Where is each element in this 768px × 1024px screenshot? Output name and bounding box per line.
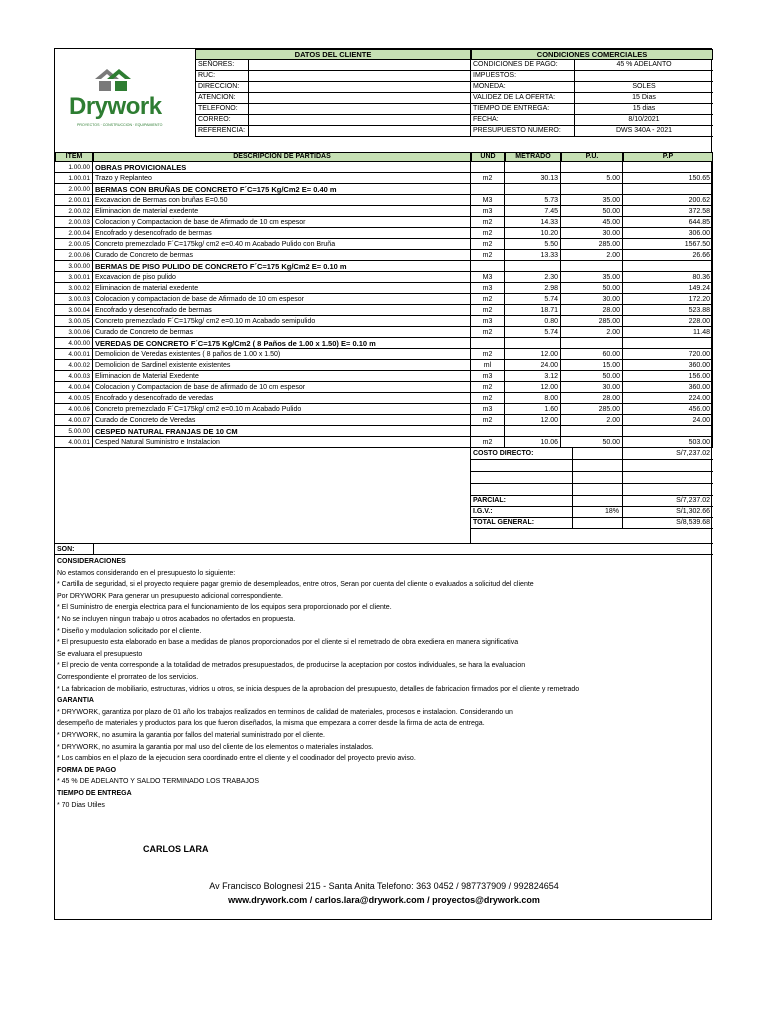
consideration-line: * Los cambios en el plazo de la ejecucion sera coordinado entre el cliente y el coodinador del proyecto previo aviso. (57, 755, 416, 763)
metrado-cell: 14.33 (505, 217, 561, 228)
unit-price-cell: 15.00 (561, 360, 623, 371)
unit-price-cell: 285.00 (561, 239, 623, 250)
description-cell: Curado de Concreto de bermas (93, 250, 471, 261)
metrado-cell: 3.12 (505, 371, 561, 382)
table-row (55, 404, 713, 415)
description-cell: Encofrado y desencofrado de bermas (93, 305, 471, 316)
son-label: SON: (57, 546, 75, 553)
item-cell: 2.00.03 (55, 217, 93, 228)
section-heading: CONSIDERACIONES (57, 558, 126, 565)
igv-label-cell: I.G.V.: (471, 507, 573, 518)
table-row (55, 173, 713, 184)
client-field-label: DIRECCION: (195, 82, 249, 93)
metrado-cell: 10.06 (505, 437, 561, 448)
partial-mid-cell (573, 496, 623, 507)
table-row (55, 305, 713, 316)
unit-cell: ml (471, 360, 505, 371)
commercial-field-label: CONDICIONES DE PAGO: (471, 60, 575, 71)
table-row (55, 206, 713, 217)
metrado-cell: 8.00 (505, 393, 561, 404)
quotation-sheet (54, 48, 712, 920)
table-row (55, 316, 713, 327)
metrado-cell: 7.45 (505, 206, 561, 217)
commercial-field-value (575, 71, 713, 82)
unit-price-cell (561, 184, 623, 195)
unit-price-cell: 28.00 (561, 305, 623, 316)
table-row (55, 294, 713, 305)
description-cell: OBRAS PROVICIONALES (93, 162, 471, 173)
table-row (55, 195, 713, 206)
unit-price-cell: 50.00 (561, 437, 623, 448)
table-row (55, 261, 713, 272)
unit-cell (471, 426, 505, 437)
partial-price-cell: 306.00 (623, 228, 713, 239)
partial-price-cell (623, 426, 713, 437)
description-cell: VEREDAS DE CONCRETO F´C=175 Kg/Cm2 ( 8 Paños de 1.00 x 1.50) E= 0.10 m (93, 338, 471, 349)
partial-price-cell: 26.66 (623, 250, 713, 261)
client-field-value (249, 71, 471, 82)
metrado-cell: 10.20 (505, 228, 561, 239)
grand-total-label-cell: TOTAL GENERAL: (471, 518, 573, 529)
partial-price-cell: 456.00 (623, 404, 713, 415)
metrado-cell: 5.74 (505, 327, 561, 338)
unit-cell: m3 (471, 206, 505, 217)
unit-cell: m2 (471, 437, 505, 448)
unit-price-cell: 50.00 (561, 371, 623, 382)
item-cell: 2.00.02 (55, 206, 93, 217)
unit-price-cell: 45.00 (561, 217, 623, 228)
section-heading: TIEMPO DE ENTREGA (57, 790, 132, 797)
metrado-cell: 12.00 (505, 382, 561, 393)
description-cell: Curado de Concreto de Veredas (93, 415, 471, 426)
partial-price-cell: 150.65 (623, 173, 713, 184)
partial-price-cell: 372.58 (623, 206, 713, 217)
client-field-label: TELEFONO: (195, 104, 249, 115)
partial-price-cell: 720.00 (623, 349, 713, 360)
unit-price-cell: 2.00 (561, 327, 623, 338)
logo-tagline: PROYECTOS · CONSTRUCCION · EQUIPAMIENTO (77, 123, 163, 127)
item-cell: 3.00.06 (55, 327, 93, 338)
unit-cell: m2 (471, 228, 505, 239)
commercial-field-value: SOLES (575, 82, 713, 93)
consideration-line: * La fabricacion de mobiliario, estructuras, vidrios u otros, se inicia despues de la aprobacion del presupuesto, detalles de fabricacion firmados por el cliente y remetrado (57, 685, 580, 693)
consideration-line: No estamos considerando en el presupuesto lo siguiente: (57, 569, 236, 577)
client-field-label: REFERENCIA: (195, 126, 249, 137)
unit-price-cell: 30.00 (561, 382, 623, 393)
item-cell: 2.00.00 (55, 184, 93, 195)
blank-2-label-cell (471, 472, 573, 484)
partial-price-cell: 228.00 (623, 316, 713, 327)
unit-cell (471, 162, 505, 173)
metrado-cell (505, 184, 561, 195)
consideration-line: * El precio de venta corresponde a la totalidad de metrados presupuestados, de producirse la aceptacion por costos individuales, se hara la evaluacion (57, 662, 526, 670)
item-cell: 4.00.00 (55, 338, 93, 349)
metrado-cell: 12.00 (505, 415, 561, 426)
partial-price-cell: 1567.50 (623, 239, 713, 250)
commercial-field-value: 45 % ADELANTO (575, 60, 713, 71)
metrado-cell (505, 162, 561, 173)
item-cell: 4.00.01 (55, 349, 93, 360)
unit-price-col-header: P.U. (561, 152, 623, 162)
client-field-value (249, 93, 471, 104)
unit-cell: m2 (471, 294, 505, 305)
blank-3-label-cell (471, 484, 573, 496)
item-cell: 4.00.05 (55, 393, 93, 404)
metrado-cell: 18.71 (505, 305, 561, 316)
item-cell: 2.00.06 (55, 250, 93, 261)
description-cell: Concreto premezclado F´C=175kg/ cm2 e=0.40 m Acabado Pulido con Bruña (93, 239, 471, 250)
unit-price-cell (561, 338, 623, 349)
client-field-value (249, 60, 471, 71)
direct-cost-mid-cell (573, 448, 623, 460)
table-row (55, 338, 713, 349)
partial-price-cell (623, 261, 713, 272)
consideration-line: * 45 % DE ADELANTO Y SALDO TERMINADO LOS TRABAJOS (57, 778, 260, 786)
description-cell: Colocacion y Compactacion de base de afirmado de 10 cm espesor (93, 382, 471, 393)
description-cell: Concreto premezclado F´C=175kg/ cm2 e=0.10 m Acabado Pulido (93, 404, 471, 415)
partial-price-cell: 149.24 (623, 283, 713, 294)
unit-price-cell: 2.00 (561, 250, 623, 261)
metrado-cell: 12.00 (505, 349, 561, 360)
blank-1-label-cell (471, 460, 573, 472)
partial-price-cell (623, 162, 713, 173)
item-cell: 1.00.00 (55, 162, 93, 173)
section-heading: GARANTIA (57, 697, 94, 705)
commercial-conditions-header: CONDICIONES COMERCIALES (471, 49, 713, 60)
item-cell: 4.00.02 (55, 360, 93, 371)
client-field-label: ATENCION: (195, 93, 249, 104)
metrado-cell (505, 338, 561, 349)
item-cell: 3.00.02 (55, 283, 93, 294)
commercial-field-label: MONEDA: (471, 82, 575, 93)
commercial-field-label: VALIDEZ DE LA OFERTA: (471, 93, 575, 104)
unit-cell: m3 (471, 371, 505, 382)
consideration-line: desempeño de materiales y productos para los que fueron diseñados, la misma que empezara a correr desde la firma de acta de entrega. (57, 720, 485, 728)
signature-name: CARLOS LARA (143, 844, 209, 854)
grand-total-value-cell: S/8,539.68 (676, 519, 710, 526)
item-cell: 5.00.00 (55, 426, 93, 437)
description-cell: BERMAS DE PISO PULIDO DE CONCRETO F´C=175 Kg/Cm2 E= 0.10 m (93, 261, 471, 272)
description-cell: Excavacion de piso pulido (93, 272, 471, 283)
totals-left-area (55, 448, 471, 543)
table-row (55, 184, 713, 195)
metrado-cell (505, 261, 561, 272)
table-row (55, 327, 713, 338)
description-cell: Cesped Natural Suministro e Instalacion (93, 437, 471, 448)
item-cell: 3.00.05 (55, 316, 93, 327)
partial-price-cell: 503.00 (623, 437, 713, 448)
unit-price-cell: 35.00 (561, 272, 623, 283)
partial-price-cell: 523.88 (623, 305, 713, 316)
item-cell: 4.00.04 (55, 382, 93, 393)
item-cell: 2.00.05 (55, 239, 93, 250)
logo-wordmark: Drywork (69, 93, 162, 120)
blank-2-mid-cell (573, 472, 623, 484)
unit-price-cell: 30.00 (561, 228, 623, 239)
company-logo (63, 63, 193, 133)
unit-cell (471, 184, 505, 195)
blank-1-value-cell (623, 460, 713, 472)
unit-price-cell (561, 162, 623, 173)
direct-cost-label-cell: COSTO DIRECTO: (471, 448, 573, 460)
unit-cell: m2 (471, 250, 505, 261)
partial-price-cell: 644.85 (623, 217, 713, 228)
consideration-line: * Cartilla de seguridad, si el proyecto requiere pagar gremio de desempleados, entre otros, Seran por cuenta del cliente o evaluados a solicitud del cliente (57, 581, 534, 589)
unit-price-cell (561, 261, 623, 272)
table-row (55, 250, 713, 261)
unit-cell: m2 (471, 327, 505, 338)
partial-price-cell (623, 338, 713, 349)
partial-price-cell: 200.62 (623, 195, 713, 206)
commercial-field-label: FECHA: (471, 115, 575, 126)
unit-price-cell: 5.00 (561, 173, 623, 184)
description-cell: Eliminacion de material exedente (93, 283, 471, 294)
unit-price-cell: 2.00 (561, 415, 623, 426)
unit-cell (471, 338, 505, 349)
unit-price-cell: 30.00 (561, 294, 623, 305)
metrado-cell: 5.74 (505, 294, 561, 305)
blank-2-value-cell (623, 472, 713, 484)
table-row (55, 349, 713, 360)
table-row (55, 415, 713, 426)
partial-price-cell: 80.36 (623, 272, 713, 283)
consideration-line: * DRYWORK, no asumira la garantia por mal uso del cliente de los elementos o materiales instalados. (57, 743, 374, 751)
unit-price-cell: 50.00 (561, 206, 623, 217)
description-cell: Curado de Concreto de bermas (93, 327, 471, 338)
consideration-line: * DRYWORK, no asumira la garantia por fallos del material suministrado por el cliente. (57, 732, 325, 739)
table-row (55, 272, 713, 283)
client-field-value (249, 126, 471, 137)
blank-1-mid-cell (573, 460, 623, 472)
description-cell: Colocacion y compactacion de base de Afirmado de 10 cm espesor (93, 294, 471, 305)
partial-price-cell: 11.48 (623, 327, 713, 338)
commercial-field-value: 15 dias (575, 104, 713, 115)
grand-total-mid-cell (573, 518, 623, 529)
item-cell: 3.00.01 (55, 272, 93, 283)
consideration-line: * El Suministro de energia electrica para el funcionamiento de los equipos sera proporcionado por el cliente. (57, 604, 392, 612)
client-field-value (249, 82, 471, 93)
item-cell: 1.00.01 (55, 173, 93, 184)
partial-price-cell: 360.00 (623, 382, 713, 393)
item-cell: 4.00.03 (55, 371, 93, 382)
consideration-line: Correspondiente el prorrateo de los servicios. (57, 674, 199, 681)
client-field-value (249, 115, 471, 126)
partial-price-cell: 172.20 (623, 294, 713, 305)
item-cell: 4.00.07 (55, 415, 93, 426)
client-field-value (249, 104, 471, 115)
item-cell: 3.00.03 (55, 294, 93, 305)
table-row (55, 162, 713, 173)
item-cell: 4.00.01 (55, 437, 93, 448)
client-data-header: DATOS DEL CLIENTE (195, 49, 471, 60)
item-cell: 3.00.04 (55, 305, 93, 316)
unit-cell: m2 (471, 382, 505, 393)
partial-price-col-header: P.P (623, 152, 713, 162)
description-cell: Encofrado y desencofrado de bermas (93, 228, 471, 239)
consideration-line: * No se incluyen ningun trabajo u otros acabados no ofertados en propuesta. (57, 616, 296, 623)
unit-price-cell: 285.00 (561, 404, 623, 415)
blank-3-value-cell (623, 484, 713, 496)
direct-cost-value-cell: S/7,237.02 (676, 450, 710, 457)
item-cell: 2.00.01 (55, 195, 93, 206)
description-cell: Trazo y Replanteo (93, 173, 471, 184)
description-cell: Demolicion de Sardinel existente existentes (93, 360, 471, 371)
table-row (55, 371, 713, 382)
unit-cell: m2 (471, 173, 505, 184)
description-cell: Demolicion de Veredas existentes ( 8 paños de 1.00 x 1.50) (93, 349, 471, 360)
partial-value-cell: S/7,237.02 (676, 497, 710, 504)
commercial-field-value: 8/10/2021 (575, 115, 713, 126)
partial-price-cell: 224.00 (623, 393, 713, 404)
table-row (55, 393, 713, 404)
description-cell: Colocacion y Compactacion de base de Afirmado de 10 cm espesor (93, 217, 471, 228)
description-cell: Eliminacion de Material Exedente (93, 371, 471, 382)
consideration-line: Por DRYWORK Para generar un presupuesto adicional correspondiente. (57, 592, 283, 600)
unit-cell: m2 (471, 415, 505, 426)
item-col-header: ITEM (55, 152, 93, 162)
igv-mid-cell: 18% (573, 507, 623, 518)
consideration-line: * El presupuesto esta elaborado en base a medidas de planos proporcionados por el cliente si el remetrado de obra exediera en manera significativa (57, 639, 519, 647)
igv-value-cell: S/1,302.66 (676, 508, 710, 515)
unit-cell: m2 (471, 349, 505, 360)
table-row (55, 239, 713, 250)
unit-cell: M3 (471, 272, 505, 283)
unit-price-cell (561, 426, 623, 437)
unit-cell: m3 (471, 316, 505, 327)
unit-cell: m3 (471, 404, 505, 415)
client-field-label: RUC: (195, 71, 249, 82)
consideration-line: Se evaluara el presupuesto (57, 650, 143, 658)
unit-cell: m2 (471, 217, 505, 228)
item-cell: 2.00.04 (55, 228, 93, 239)
unit-cell: m2 (471, 393, 505, 404)
unit-cell: m2 (471, 239, 505, 250)
commercial-field-label: IMPUESTOS: (471, 71, 575, 82)
commercial-field-label: TIEMPO DE ENTREGA: (471, 104, 575, 115)
metrado-cell: 24.00 (505, 360, 561, 371)
table-row (55, 382, 713, 393)
metrado-cell: 2.30 (505, 272, 561, 283)
footer-address: Av Francisco Bolognesi 215 - Santa Anita Telefono: 363 0452 / 987737909 / 992824654 (209, 881, 559, 891)
unit-price-cell: 35.00 (561, 195, 623, 206)
metrado-cell: 30.13 (505, 173, 561, 184)
partial-price-cell (623, 184, 713, 195)
table-row (55, 283, 713, 294)
table-row (55, 228, 713, 239)
unit-price-cell: 28.00 (561, 393, 623, 404)
unit-price-cell: 60.00 (561, 349, 623, 360)
client-field-label: SEÑORES: (195, 60, 249, 71)
commercial-field-value: 15 Dias (575, 93, 713, 104)
description-cell: Concreto premezclado F´C=175kg/ cm2 e=0.10 m Acabado semipulido (93, 316, 471, 327)
footer-web: www.drywork.com / carlos.lara@drywork.com / proyectos@drywork.com (228, 895, 540, 905)
item-cell: 4.00.06 (55, 404, 93, 415)
metrado-cell: 1.60 (505, 404, 561, 415)
unit-cell: m3 (471, 283, 505, 294)
table-row (55, 360, 713, 371)
section-heading: FORMA DE PAGO (57, 766, 117, 774)
partial-price-cell: 156.00 (623, 371, 713, 382)
unit-cell: M3 (471, 195, 505, 206)
unit-price-cell: 50.00 (561, 283, 623, 294)
unit-price-cell: 285.00 (561, 316, 623, 327)
description-cell: Excavacion de Bermas con bruñas E=0.50 (93, 195, 471, 206)
metrado-cell: 13.33 (505, 250, 561, 261)
description-cell: CESPED NATURAL FRANJAS DE 10 CM (93, 426, 471, 437)
partial-label-cell: PARCIAL: (471, 496, 573, 507)
unit-cell: m2 (471, 305, 505, 316)
partial-price-cell: 24.00 (623, 415, 713, 426)
description-cell: Eliminacion de material exedente (93, 206, 471, 217)
son-row (55, 543, 713, 555)
metrado-cell: 0.80 (505, 316, 561, 327)
consideration-line: * DRYWORK, garantiza por plazo de 01 año los trabajos realizados en terminos de calidad de materiales, procesos e instalacion. Considerando un (57, 708, 513, 716)
table-row (55, 217, 713, 228)
unit-cell (471, 261, 505, 272)
blank-3-mid-cell (573, 484, 623, 496)
commercial-field-label: PRESUPUESTO NUMERO: (471, 126, 575, 137)
commercial-field-value: DWS 340A - 2021 (575, 126, 713, 137)
consideration-line: * Diseño y modulacion solicitado por el cliente. (57, 627, 202, 635)
description-cell: BERMAS CON BRUÑAS DE CONCRETO F´C=175 Kg/Cm2 E= 0.40 m (93, 184, 471, 195)
table-row (55, 437, 713, 448)
item-cell: 3.00.00 (55, 261, 93, 272)
partial-price-cell: 360.00 (623, 360, 713, 371)
metrado-cell (505, 426, 561, 437)
metrado-cell: 2.98 (505, 283, 561, 294)
client-field-label: CORREO: (195, 115, 249, 126)
metrado-cell: 5.73 (505, 195, 561, 206)
description-cell: Encofrado y desencofrado de veredas (93, 393, 471, 404)
metrado-col-header: METRADO (505, 152, 561, 162)
table-row (55, 426, 713, 437)
unit-col-header: UND (471, 152, 505, 162)
description-col-header: DESCRIPCION DE PARTIDAS (93, 152, 471, 162)
consideration-line: * 70 Dias Utiles (57, 801, 105, 809)
son-value-cell (93, 544, 713, 555)
metrado-cell: 5.50 (505, 239, 561, 250)
logo-mark-icon (93, 67, 133, 93)
